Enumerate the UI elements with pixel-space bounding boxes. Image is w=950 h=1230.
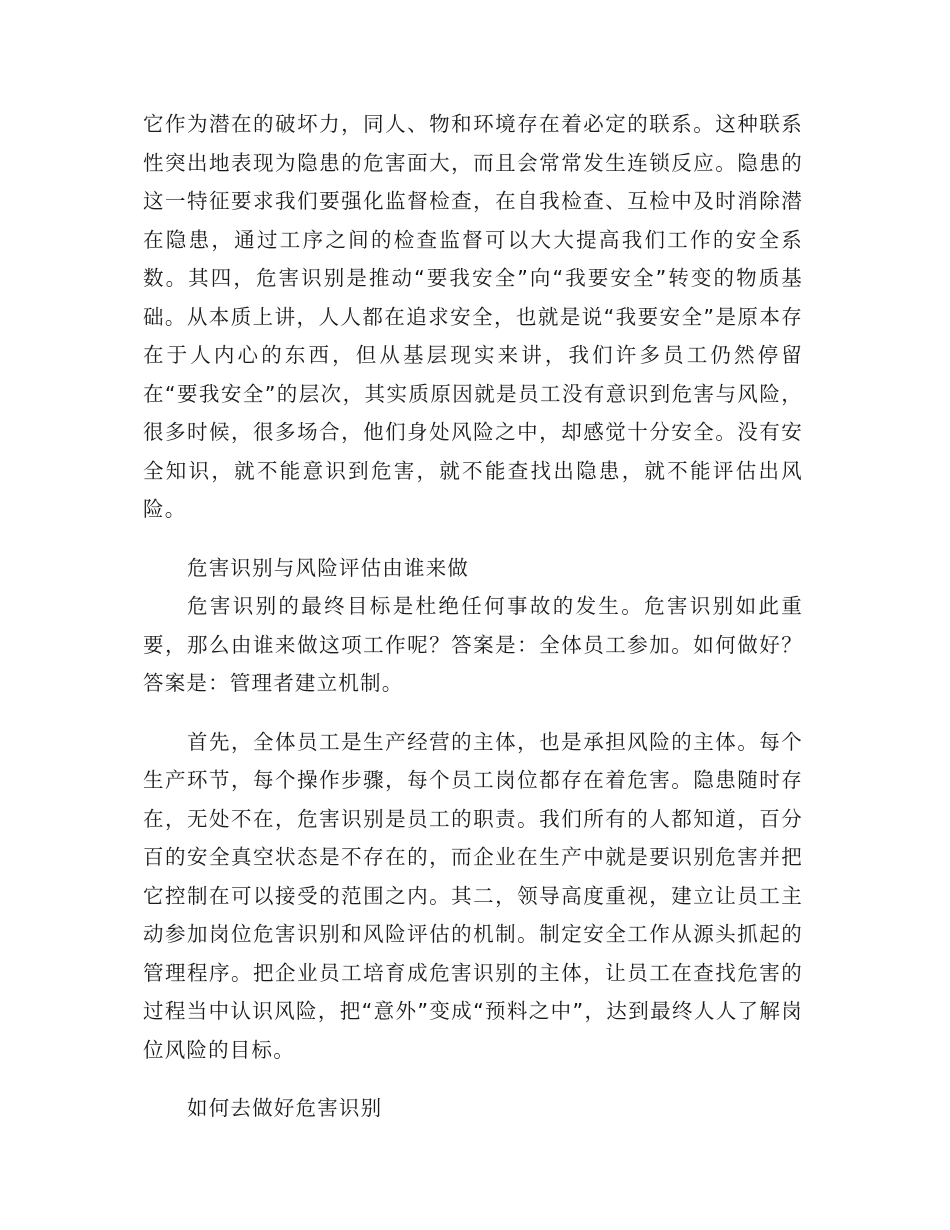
body-paragraph-ultimate-goal: 危害识别的最终目标是杜绝任何事故的发生。危害识别如此重要，那么由谁来做这项工作呢？答案是：全体员工参加。如何做好？答案是：管理者建立机制。 xyxy=(143,594,803,695)
body-paragraph-employees-as-subject: 首先，全体员工是生产经营的主体，也是承担风险的主体。每个生产环节，每个操作步骤，每个员工岗位都存在着危害。隐患随时存在，无处不在，危害识别是员工的职责。我们所有的人都知道，百分百的安全真空状态是不存在的，而企业在生产中就是要识别危害并把它控制在可以接受的范围之内。其二，领导高度重视，建立让员工主动参加岗位危害识别和风险评估的机制。制定安全工作从源头抓起的管理程序。把企业员工培育成危害识别的主体，让员工在查找危害的过程当中认识风险，把“意外”变成“预料之中”，达到最终人人了解岗位风险的目标。 xyxy=(143,729,803,1062)
section-heading-who-performs: 危害识别与风险评估由谁来做 xyxy=(187,555,470,580)
document-body xyxy=(143,105,803,1128)
body-paragraph-hazard-characteristics: 它作为潜在的破坏力，同人、物和环境存在着必定的联系。这种联系性突出地表现为隐患的危害面大，而且会常常发生连锁反应。隐患的这一特征要求我们要强化监督检查，在自我检查、互检中及时消除潜在隐患，通过工序之间的检查监督可以大大提高我们工作的安全系数。其四，危害识别是推动“要我安全”向“我要安全”转变的物质基础。从本质上讲，人人都在追求安全，也就是说“我要安全”是原本存在于人内心的东西，但从基层现实来讲，我们许多员工仍然停留在“要我安全”的层次，其实质原因就是员工没有意识到危害与风险，很多时候，很多场合，他们身处风险之中，却感觉十分安全。没有安全知识，就不能意识到危害，就不能查找出隐患，就不能评估出风险。 xyxy=(143,112,803,521)
section-heading-how-to-identify: 如何去做好危害识别 xyxy=(187,1096,383,1120)
